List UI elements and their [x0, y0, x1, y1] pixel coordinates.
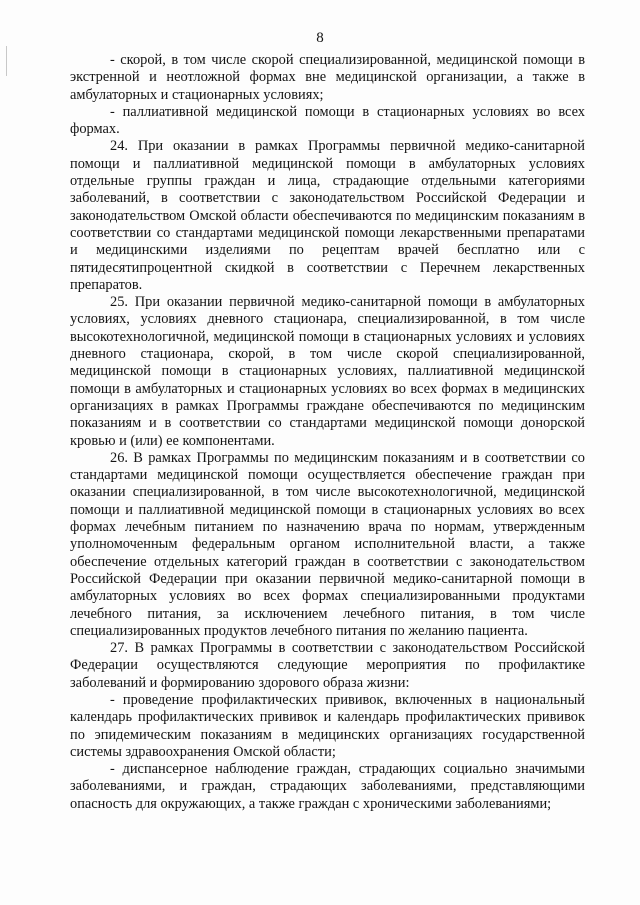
paragraph-dispensary: - диспансерное наблюдение граждан, страдающих социально значимыми заболеваниями, и граждан, страдающих заболеваниями, представляющими опасность для окружающих, а также граждан с хроническими заболеваниями; [70, 761, 585, 812]
page-number: 8 [316, 30, 324, 46]
document-body [70, 52, 585, 813]
paragraph-26: 26. В рамках Программы по медицинским показаниям и в соответствии со стандартами медицинской помощи осуществляется обеспечение граждан при оказании специализированной, в том числе высокотехнологичной, медицинской помощи и паллиативной медицинской помощи в стационарных условиях во всех формах лечебным питанием по назначению врача по нормам, утвержденным уполномоченным федеральным органом исполнительной власти, а также обеспечение отдельных категорий граждан в соответствии с законодательством Российской Федерации при оказании первичной медико-санитарной помощи в амбулаторных условиях во всех формах специализированными продуктами лечебного питания, за исключением лечебного питания, в том числе специализированных продуктов лечебного питания по желанию пациента. [70, 449, 585, 639]
paragraph-ambulance: - скорой, в том числе скорой специализированной, медицинской помощи в экстренной и неотложной формах вне медицинской организации, а также в амбулаторных и стационарных условиях; [70, 52, 585, 103]
paragraph-palliative: - паллиативной медицинской помощи в стационарных условиях во всех формах. [70, 103, 585, 138]
paragraph-27: 27. В рамках Программы в соответствии с законодательством Российской Федерации осуществляются следующие мероприятия по профилактике заболеваний и формированию здорового образа жизни: [70, 640, 585, 691]
paragraph-vaccination: - проведение профилактических прививок, включенных в национальный календарь профилактических прививок и календарь профилактических прививок по эпидемическим показаниям в медицинских организациях государственной системы здравоохранения Омской области; [70, 691, 585, 760]
paragraph-24: 24. При оказании в рамках Программы первичной медико-санитарной помощи и паллиативной медицинской помощи в амбулаторных условиях отдельные группы граждан и лица, страдающие отдельными категориями заболеваний, в соответствии с законодательством Российской Федерации и законодательством Омской области обеспечиваются по медицинским показаниям в соответствии со стандартами медицинской помощи лекарственными препаратами и медицинскими изделиями по рецептам врачей бесплатно или с пятидесятипроцентной скидкой в соответствии с Перечнем лекарственных препаратов. [70, 138, 585, 293]
paragraph-25: 25. При оказании первичной медико-санитарной помощи в амбулаторных условиях, условиях дневного стационара, специализированной, в том числе высокотехнологичной, медицинской помощи в стационарных условиях и условиях дневного стационара, скорой, в том числе скорой специализированной, медицинской помощи в стационарных условиях, паллиативной медицинской помощи в амбулаторных и стационарных условиях во всех формах в медицинских организациях в рамках Программы граждане обеспечиваются по медицинским показаниям и в соответствии со стандартами медицинской помощи донорской кровью и (или) ее компонентами. [70, 294, 585, 449]
scan-margin-mark [6, 46, 7, 76]
